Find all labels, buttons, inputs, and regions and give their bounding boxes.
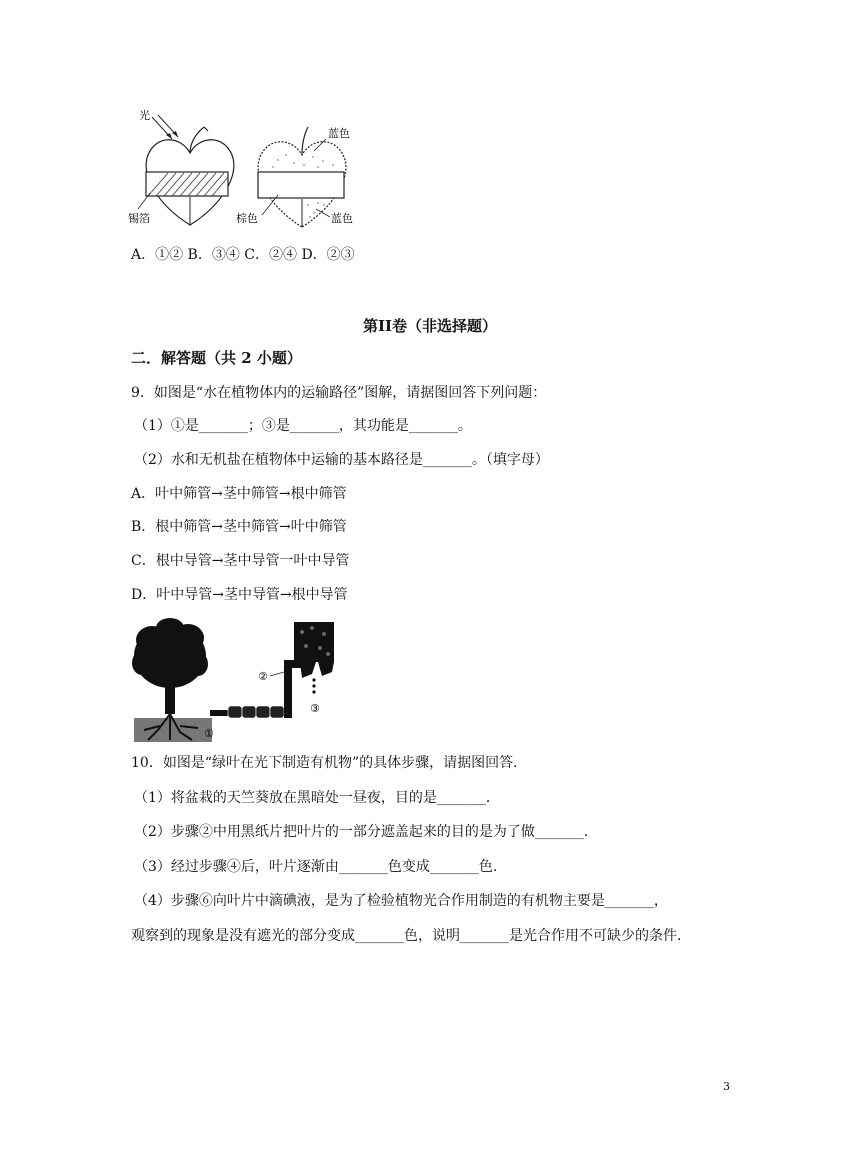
q9-sub2: （2）水和无机盐在植物体中运输的基本路径是_______。（填字母） bbox=[134, 452, 549, 468]
water-transport-figure bbox=[130, 618, 355, 743]
light-label: 光 bbox=[139, 109, 150, 122]
q10-sub1: （1）将盆栽的天竺葵放在黑暗处一昼夜，目的是_______． bbox=[134, 790, 500, 806]
blue-bottom-label: 蓝色 bbox=[331, 212, 353, 225]
q9-stem: 9．如图是“水在植物体内的运输路径”图解，请据图回答下列问题： bbox=[131, 385, 547, 401]
blue-top-label: 蓝色 bbox=[328, 127, 350, 140]
q9-option-d: D．叶中导管→茎中导管→根中导管 bbox=[131, 587, 348, 603]
q9-option-b: B．根中筛管→茎中筛管→叶中筛管 bbox=[131, 519, 347, 535]
q10-sub2: （2）步骤②中用黑纸片把叶片的一部分遮盖起来的目的是为了做_______． bbox=[134, 824, 598, 840]
q10-sub4-line1: （4）步骤⑥向叶片中滴碘液，是为了检验植物光合作用制造的有机物主要是_______， bbox=[134, 893, 668, 909]
label-3: ③ bbox=[310, 702, 320, 715]
foil-label: 锡箔 bbox=[128, 212, 150, 225]
leaf-experiment-figure bbox=[128, 105, 368, 230]
page-number: 3 bbox=[723, 1080, 730, 1093]
brown-label: 棕色 bbox=[236, 212, 258, 225]
label-2: ② bbox=[258, 670, 268, 683]
label-1: ① bbox=[204, 727, 214, 740]
q10-sub4-line2: 观察到的现象是没有遮光的部分变成_______色，说明_______是光合作用不可缺少的条件． bbox=[131, 928, 691, 944]
section-title: 第II卷（非选择题） bbox=[362, 317, 498, 335]
q10-sub3: （3）经过步骤④后，叶片逐渐由_______色变成_______色． bbox=[134, 859, 507, 875]
q10-stem: 10．如图是“绿叶在光下制造有机物”的具体步骤，请据图回答． bbox=[131, 755, 528, 771]
q9-option-a: A．叶中筛管→茎中筛管→根中筛管 bbox=[131, 486, 347, 502]
part-heading: 二．解答题（共 2 小题） bbox=[131, 349, 302, 367]
q9-sub1: （1）①是_______；③是_______，其功能是_______。 bbox=[134, 418, 472, 434]
q8-options: A．①② B．③④ C．②④ D．②③ bbox=[131, 247, 355, 263]
q9-option-c: C．根中导管→茎中导管一叶中导管 bbox=[131, 553, 350, 569]
